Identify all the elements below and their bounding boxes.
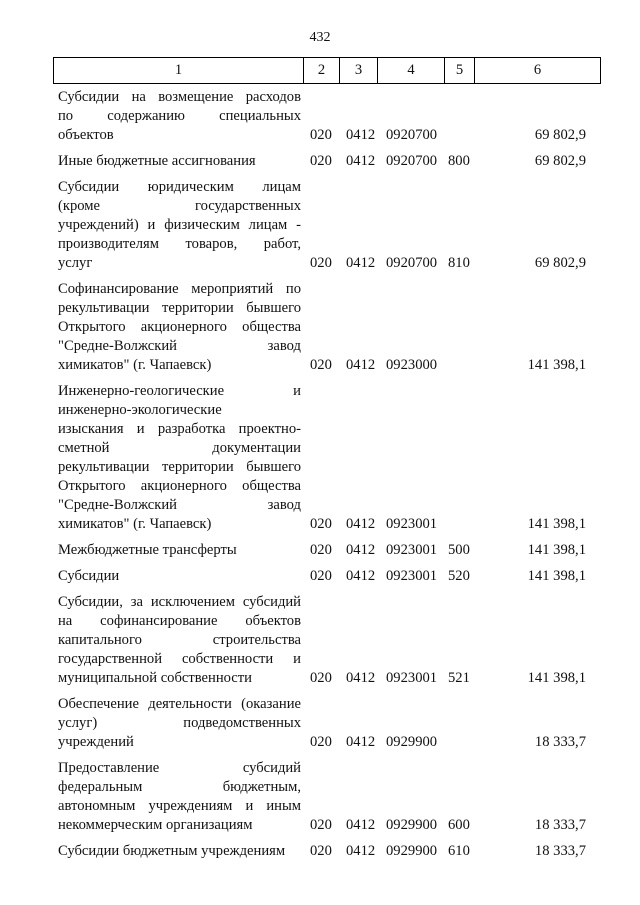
table-row [58,567,598,586]
table-row [58,382,598,534]
row-c2: 020 [310,734,332,750]
description-line: Межбюджетные трансферты [58,542,237,558]
row-description [58,567,301,586]
row-c6: 141 398,1 [527,516,586,532]
description-line: объектов [58,127,114,143]
row-c3: 0412 [346,127,376,143]
row-c4: 0923001 [386,568,438,584]
description-line: муниципальной собственности [58,670,252,686]
description-line: химикатов" (г. Чапаевск) [58,357,212,373]
row-c6: 141 398,1 [527,542,586,558]
row-c6: 69 802,9 [534,153,586,169]
row-c5: 810 [448,255,470,271]
description-line: государственной собственности и [58,651,301,667]
row-c4: 0923001 [386,516,438,532]
description-line: "Средне-Волжский завод [58,497,301,513]
table-row [58,280,598,375]
row-c5: 800 [448,153,470,169]
row-description [58,695,301,752]
description-line: Субсидии юридическим лицам [58,179,301,195]
row-c5: 521 [448,670,470,686]
header-col-2: 2 [304,58,340,83]
description-line: учреждений [58,734,134,750]
row-c3: 0412 [346,153,376,169]
description-line: Инженерно-геологические и [58,383,301,399]
table-body [58,88,598,868]
description-line: сметной документации [58,440,301,456]
row-c6: 18 333,7 [534,817,586,833]
row-description [58,842,301,861]
description-line: (кроме государственных [58,198,301,214]
row-c2: 020 [310,843,332,859]
row-c3: 0412 [346,542,376,558]
row-c2: 020 [310,568,332,584]
description-line: услуг [58,255,93,271]
description-line: автономным учреждениям и иным [58,798,301,814]
row-c2: 020 [310,817,332,833]
description-line: Предоставление субсидий [58,760,301,776]
row-c5: 500 [448,542,470,558]
table-row [58,178,598,273]
description-line: Открытого акционерного общества [58,319,301,335]
row-c4: 0923001 [386,542,438,558]
header-col-1: 1 [54,58,304,83]
row-c3: 0412 [346,734,376,750]
row-c2: 020 [310,516,332,532]
row-c3: 0412 [346,670,376,686]
description-line: учреждений) и физическим лицам - [58,217,301,233]
row-c4: 0929900 [386,817,438,833]
row-c3: 0412 [346,255,376,271]
description-line: рекультивации территории бывшего [58,300,301,316]
table-header [53,57,601,84]
description-line: Софинансирование мероприятий по [58,281,301,297]
table-row [58,593,598,688]
row-c3: 0412 [346,817,376,833]
row-description [58,88,301,145]
header-col-6: 6 [533,62,542,78]
row-c3: 0412 [346,357,376,373]
table-row [58,695,598,752]
row-description [58,382,301,534]
description-line: производителям товаров, работ, [58,236,301,252]
row-c6: 69 802,9 [534,255,586,271]
description-line: Субсидии [58,568,120,584]
description-line: некоммерческим организациям [58,817,253,833]
row-c4: 0923000 [386,357,438,373]
description-line: на софинансирование объектов [58,613,301,629]
description-line: инженерно-экологические [58,402,222,418]
row-c6: 18 333,7 [534,843,586,859]
row-c4: 0920700 [386,255,438,271]
row-c4: 0920700 [386,153,438,169]
row-description [58,541,301,560]
table-row [58,842,598,861]
row-c2: 020 [310,542,332,558]
row-description [58,593,301,688]
description-line: Субсидии бюджетным учреждениям [58,843,286,859]
row-description [58,178,301,273]
row-description [58,759,301,835]
description-line: химикатов" (г. Чапаевск) [58,516,212,532]
table-row [58,541,598,560]
description-line: Иные бюджетные ассигнования [58,153,256,169]
row-c4: 0920700 [386,127,438,143]
row-c6: 141 398,1 [527,670,586,686]
row-c6: 141 398,1 [527,357,586,373]
row-c5: 520 [448,568,470,584]
row-c6: 18 333,7 [534,734,586,750]
header-col-5: 5 [445,58,475,83]
row-c2: 020 [310,127,332,143]
table-row [58,152,598,171]
row-c6: 141 398,1 [527,568,586,584]
row-c5: 610 [448,843,470,859]
row-c3: 0412 [346,843,376,859]
row-c6: 69 802,9 [534,127,586,143]
description-line: услуг) подведомственных [58,715,301,731]
row-c3: 0412 [346,516,376,532]
row-c4: 0929900 [386,843,438,859]
description-line: Субсидии на возмещение расходов [58,89,301,105]
description-line: рекультивации территории бывшего [58,459,301,475]
description-line: изыскания и разработка проектно- [58,421,301,437]
row-c5: 600 [448,817,470,833]
description-line: федеральным бюджетным, [58,779,301,795]
header-col-3: 3 [340,58,378,83]
table-row [58,759,598,835]
row-c4: 0929900 [386,734,438,750]
row-description [58,280,301,375]
row-c4: 0923001 [386,670,438,686]
description-line: капитального строительства [58,632,301,648]
row-description [58,152,301,171]
row-c2: 020 [310,255,332,271]
description-line: Обеспечение деятельности (оказание [58,696,301,712]
row-c2: 020 [310,357,332,373]
description-line: Открытого акционерного общества [58,478,301,494]
description-line: по содержанию специальных [58,108,301,124]
header-col-4: 4 [378,58,445,83]
description-line: "Средне-Волжский завод [58,338,301,354]
row-c3: 0412 [346,568,376,584]
row-c2: 020 [310,153,332,169]
page-number: 432 [309,30,331,45]
description-line: Субсидии, за исключением субсидий [58,594,301,610]
table-row [58,88,598,145]
row-c2: 020 [310,670,332,686]
